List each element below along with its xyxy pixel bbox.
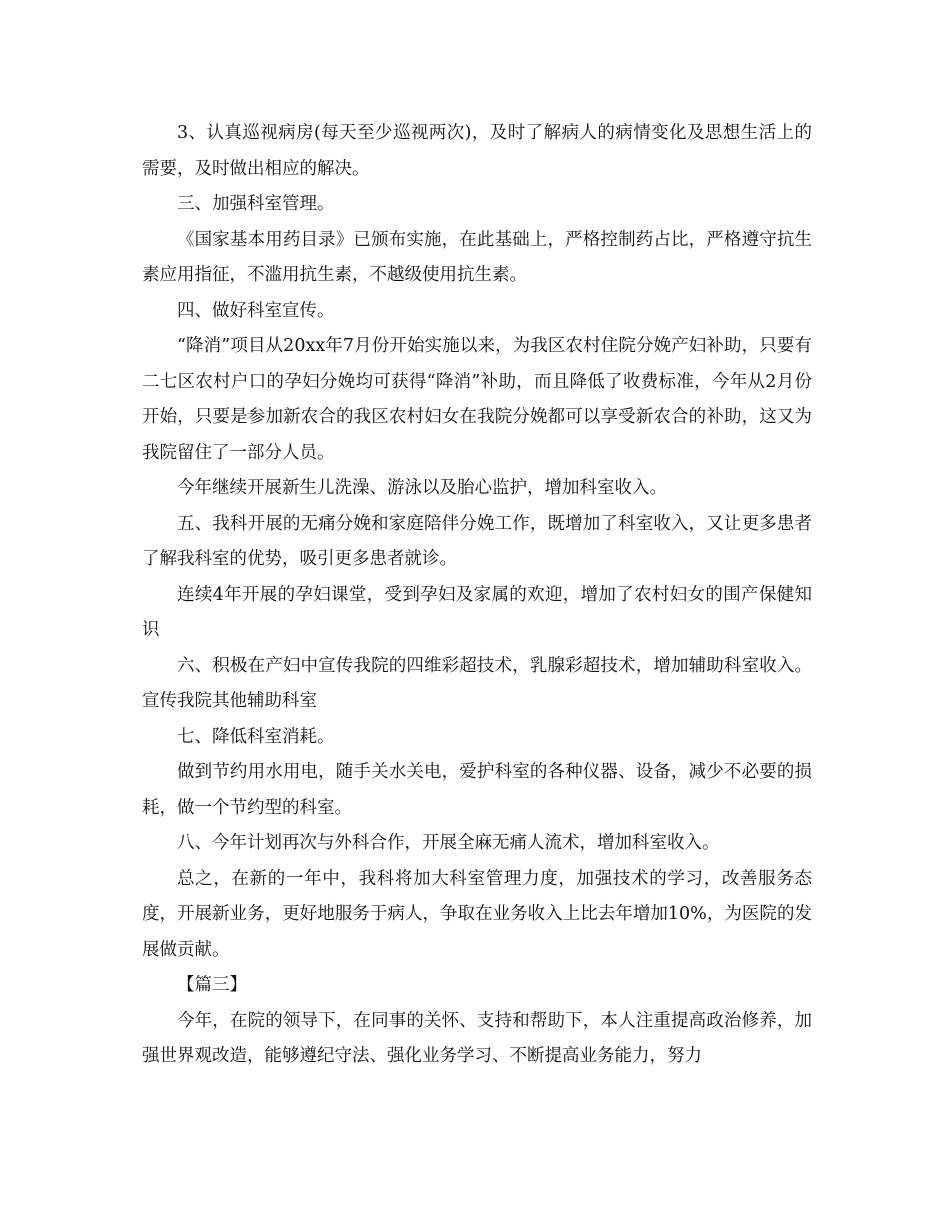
paragraph-surgery-cooperation: 八、今年计划再次与外科合作，开展全麻无痛人流术，增加科室收入。 xyxy=(177,833,720,853)
heading-department-management: 三、加强科室管理。 xyxy=(177,194,335,214)
heading-department-publicity: 四、做好科室宣传。 xyxy=(177,300,335,321)
paragraph-essential-drugs: 《国家基本用药目录》已颁布实施，在此基础上，严格控制药占比，严格遵守抗生素应用指征，不滥用抗生素，不越级使用抗生素。 xyxy=(142,229,812,285)
paragraph-part-three-intro: 今年，在院的领导下，在同事的关怀、支持和帮助下，本人注重提高政治修养，加强世界观改造，能够遵纪守法、强化业务学习、不断提高业务能力，努力 xyxy=(142,1010,812,1066)
section-heading-part-three: 【篇三】 xyxy=(177,975,247,995)
paragraph-newborn-services: 今年继续开展新生儿洗澡、游泳以及胎心监护，增加科室收入。 xyxy=(177,478,667,498)
document-body xyxy=(142,116,812,1075)
paragraph-prenatal-class: 连续4年开展的孕妇课堂，受到孕妇及家属的欢迎，增加了农村妇女的围产保健知识 xyxy=(142,584,812,640)
paragraph-summary: 总之，在新的一年中，我科将加大科室管理力度，加强技术的学习，改善服务态度，开展新业务，更好地服务于病人，争取在业务收入上比去年增加10%，为医院的发展做贡献。 xyxy=(142,868,812,960)
paragraph-painless-delivery: 五、我科开展的无痛分娩和家庭陪伴分娩工作，既增加了科室收入，又让更多患者了解我科室的优势，吸引更多患者就诊。 xyxy=(142,513,812,569)
paragraph-save-utilities: 做到节约用水用电，随手关水关电，爱护科室的各种仪器、设备，减少不必要的损耗，做一个节约型的科室。 xyxy=(142,762,812,818)
paragraph-ward-rounds: 3、认真巡视病房(每天至少巡视两次)，及时了解病人的病情变化及思想生活上的需要，及时做出相应的解决。 xyxy=(142,123,812,179)
paragraph-ultrasound-promotion: 六、积极在产妇中宣传我院的四维彩超技术，乳腺彩超技术，增加辅助科室收入。宣传我院其他辅助科室 xyxy=(142,655,812,711)
paragraph-jiangxiao-project: “降消”项目从20xx年7月份开始实施以来，为我区农村住院分娩产妇补助，只要有二七区农村户口的孕妇分娩均可获得“降消”补助，而且降低了收费标准，今年从2月份开始，只要是参加新农合的我区农村妇女在我院分娩都可以享受新农合的补助，这又为我院留住了一部分人员。 xyxy=(142,336,812,463)
heading-reduce-consumption: 七、降低科室消耗。 xyxy=(177,726,335,747)
